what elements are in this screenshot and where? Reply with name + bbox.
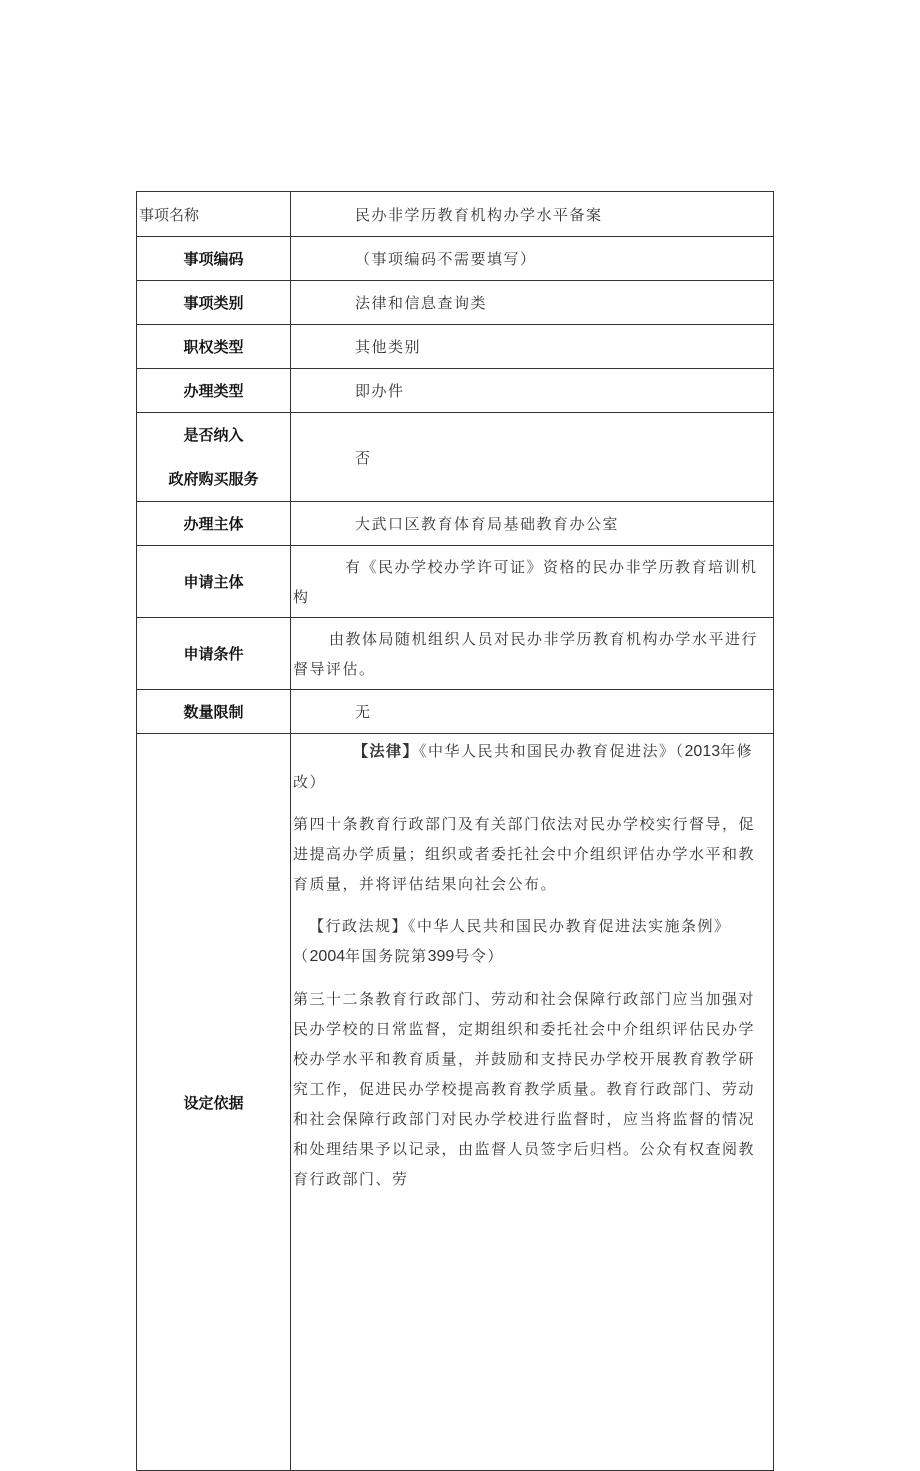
row-quantity-limit [137, 690, 774, 734]
row-gov-purchase [137, 413, 774, 502]
law-year: 2013 [684, 743, 721, 760]
law-bracket: 【法律】 [353, 742, 420, 760]
gov-purchase-value: 否 [291, 413, 774, 502]
row-conditions [137, 618, 774, 690]
applicant-value [291, 546, 774, 618]
handling-subject-label: 办理主体 [137, 502, 291, 546]
gov-purchase-label-line2: 政府购买服务 [168, 470, 259, 488]
item-code-label: 事项编码 [137, 237, 291, 281]
authority-type-value: 其他类别 [291, 325, 774, 369]
law-suffix: 年修改） [293, 742, 754, 791]
regulation-reference [293, 911, 771, 972]
reg-no: 399 [427, 948, 455, 965]
reg-year: 2004 [309, 948, 346, 965]
row-item-code [137, 237, 774, 281]
row-item-name [137, 192, 774, 237]
legal-basis-label: 设定依据 [137, 734, 291, 1471]
row-applicant [137, 546, 774, 618]
applicant-label: 申请主体 [137, 546, 291, 618]
row-handling-type [137, 369, 774, 413]
legal-basis-value [291, 734, 774, 1471]
reg-mid: 年国务院第 [345, 947, 428, 965]
reg-bracket: 【行政法规】 [309, 917, 409, 935]
quantity-limit-label: 数量限制 [137, 690, 291, 734]
row-authority-type [137, 325, 774, 369]
authority-type-label: 职权类型 [137, 325, 291, 369]
item-category-label: 事项类别 [137, 281, 291, 325]
handling-subject-value: 大武口区教育体育局基础教育办公室 [291, 502, 774, 546]
item-info-table [136, 191, 774, 1471]
reg-suffix: 号令） [454, 947, 504, 965]
law-article: 第四十条教育行政部门及有关部门依法对民办学校实行督导，促进提高办学质量；组织或者委托社会中介组织评估办学水平和教育质量，并将评估结果向社会公布。 [293, 815, 756, 893]
row-handling-subject [137, 502, 774, 546]
law-title: 《中华人民共和国民办教育促进法》（ [419, 742, 685, 760]
law-reference [293, 736, 771, 797]
gov-purchase-label [137, 413, 291, 502]
item-name-label: 事项名称 [137, 192, 291, 237]
row-legal-basis [137, 734, 774, 1471]
item-name-value: 民办非学历教育机构办学水平备案 [291, 192, 774, 237]
handling-type-value: 即办件 [291, 369, 774, 413]
gov-purchase-label-line1: 是否纳入 [183, 426, 244, 444]
quantity-limit-value: 无 [291, 690, 774, 734]
applicant-text: 有《民办学校办学许可证》资格的民办非学历教育培训机构 [293, 557, 758, 606]
conditions-text: 由教体局随机组织人员对民办非学历教育机构办学水平进行督导评估。 [293, 629, 759, 678]
reg-title: 《中华人民共和国民办教育促进法实施条例》（ [293, 917, 731, 965]
conditions-value [291, 618, 774, 690]
regulation-article: 第三十二条教育行政部门、劳动和社会保障行政部门应当加强对民办学校的日常监督，定期组织和委托社会中介组织评估民办学校办学水平和教育质量，并鼓励和支持民办学校开展教育教学研究工作，促进民办学校提高教育教学质量。教育行政部门、劳动和社会保障行政部门对民办学校进行监督时，应当将监督的情况和处理结果予以记录，由监督人员签字后归档。公众有权查阅教育行政部门、劳 [293, 990, 756, 1188]
handling-type-label: 办理类型 [137, 369, 291, 413]
conditions-label: 申请条件 [137, 618, 291, 690]
row-item-category [137, 281, 774, 325]
item-category-value: 法律和信息查询类 [291, 281, 774, 325]
item-code-value: （事项编码不需要填写） [291, 237, 774, 281]
